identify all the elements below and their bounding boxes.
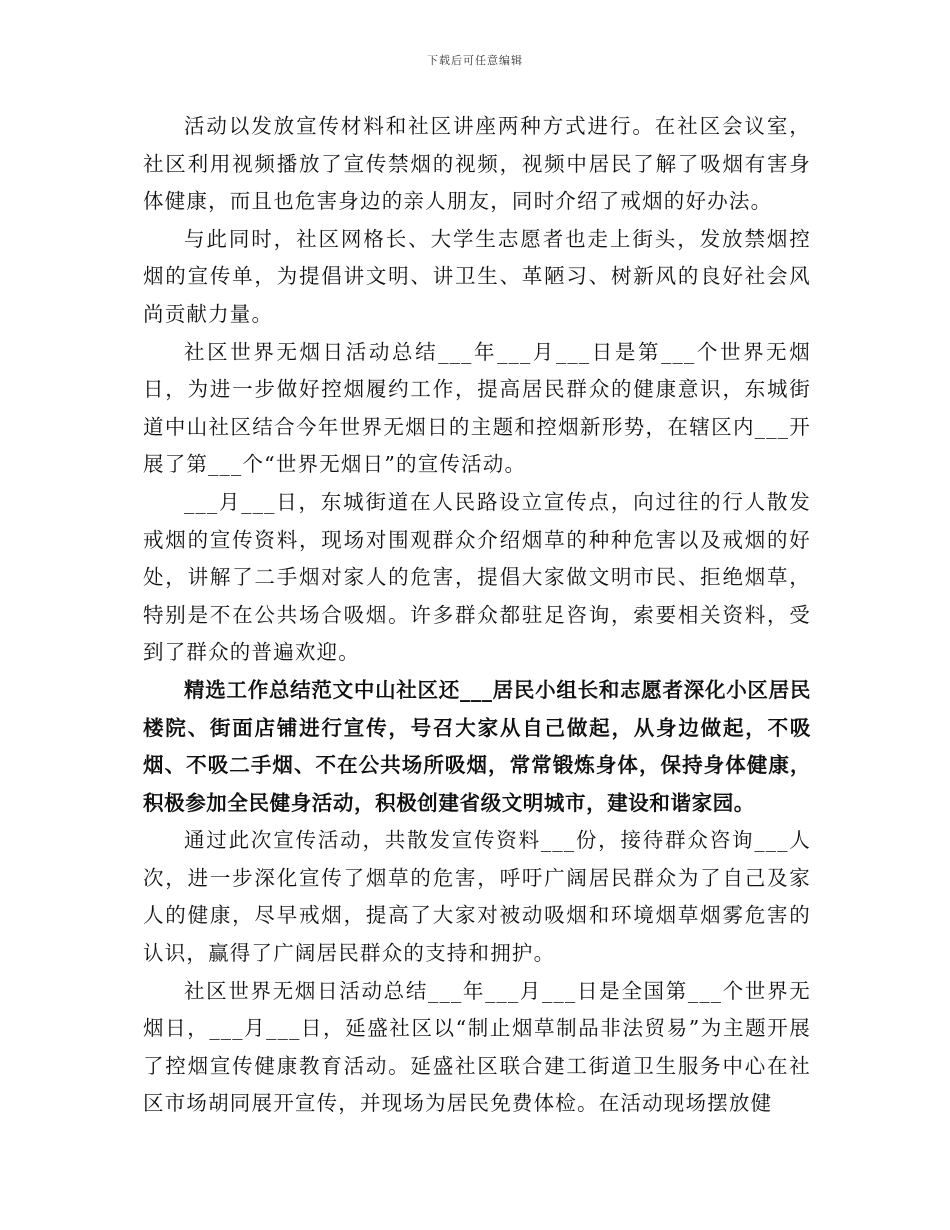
- paragraph-1: 活动以发放宣传材料和社区讲座两种方式进行。在社区会议室，社区利用视频播放了宣传禁烟的视频，视频中居民了解了吸烟有害身体健康，而且也危害身边的亲人朋友，同时介绍了戒烟的好办法。: [143, 114, 811, 214]
- paragraph-2: 与此同时，社区网格长、大学生志愿者也走上街头，发放禁烟控烟的宣传单，为提倡讲文明、讲卫生、革陋习、树新风的良好社会风尚贡献力量。: [143, 226, 811, 326]
- document-body: [143, 108, 811, 1123]
- paragraph-6: 通过此次宣传活动，共散发宣传资料___份，接待群众咨询___人次，进一步深化宣传了烟草的危害，呼吁广阔居民群众为了自己及家人的健康，尽早戒烟，提高了大家对被动吸烟和环境烟草烟雾危害的认识，赢得了广阔居民群众的支持和拥护。: [143, 828, 811, 966]
- page-header-note: 下载后可任意编辑: [427, 54, 523, 67]
- paragraph-4: ___月___日，东城街道在人民路设立宣传点，向过往的行人散发戒烟的宣传资料，现场对围观群众介绍烟草的种种危害以及戒烟的好处，讲解了二手烟对家人的危害，提倡大家做文明市民、拒绝烟草，特别是不在公共场合吸烟。许多群众都驻足咨询，索要相关资料，受到了群众的普遍欢迎。: [143, 489, 811, 665]
- paragraph-7: 社区世界无烟日活动总结___年___月___日是全国第___个世界无烟日，___月___日，延盛社区以“制止烟草制品非法贸易”为主题开展了控烟宣传健康教育活动。延盛社区联合建工街道卫生服务中心在社区市场胡同展开宣传，并现场为居民免费体检。在活动现场摆放健: [143, 978, 811, 1116]
- paragraph-3: 社区世界无烟日活动总结___年___月___日是第___个世界无烟日，为进一步做好控烟履约工作，提高居民群众的健康意识，东城街道中山社区结合今年世界无烟日的主题和控烟新形势，在辖区内___开展了第___个“世界无烟日”的宣传活动。: [143, 339, 811, 477]
- paragraph-5-bold: 精选工作总结范文中山社区还___居民小组长和志愿者深化小区居民楼院、街面店铺进行宣传，号召大家从自己做起，从身边做起，不吸烟、不吸二手烟、不在公共场所吸烟，常常锻炼身体，保持身体健康，积极参加全民健身活动，积极创建省级文明城市，建设和谐家园。: [143, 677, 811, 815]
